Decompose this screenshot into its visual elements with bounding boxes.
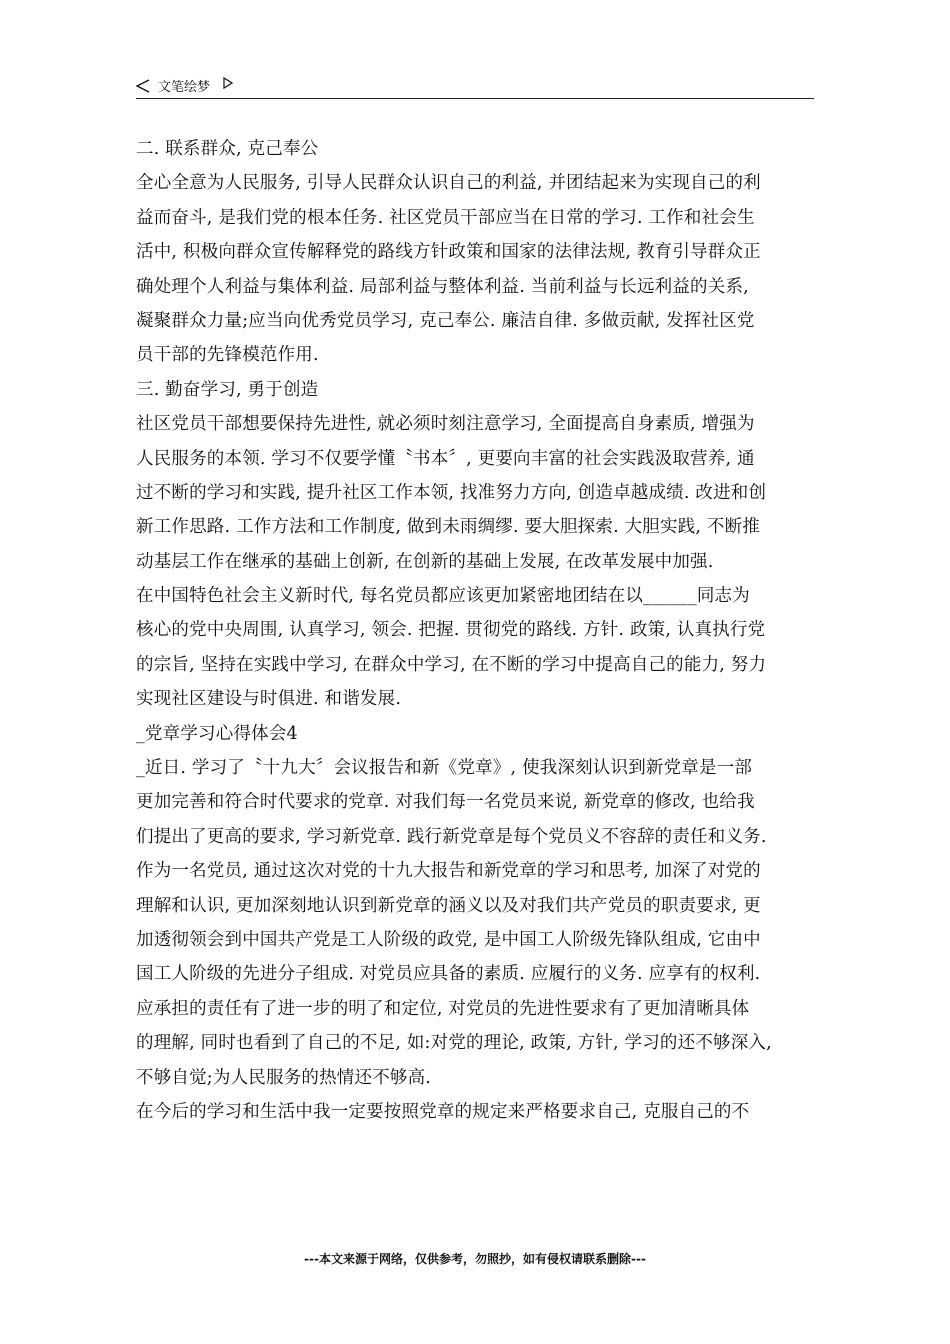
text-line: 理解和认识, 更加深刻地认识到新党章的涵义以及对我们共产党员的职责要求, 更 [136,895,761,916]
text-line: 新工作思路. 工作方法和工作制度, 做到未雨绸缪. 要大胆探索. 大胆实践, 不断推 [136,517,761,538]
text-line: 们提出了更高的要求, 学习新党章. 践行新党章是每个党员义不容辞的责任和义务. [136,826,767,847]
triangle-left-icon [136,79,150,93]
text-line: 在今后的学习和生活中我一定要按照党章的规定来严格要求自己, 克服自己的不 [136,1101,750,1122]
text-line: 过不断的学习和实践, 提升社区工作本领, 找准努力方向, 创造卓越成绩. 改进和创 [136,482,767,503]
text-line: _党章学习心得体会4 [136,723,298,744]
text-line: 确处理个人利益与集体利益. 局部利益与整体利益. 当前利益与长远利益的关系, [136,276,749,297]
text-line: 加透彻领会到中国共产党是工人阶级的政党, 是中国工人阶级先锋队组成, 它由中 [136,929,761,950]
text-line: 员干部的先锋模范作用. [136,345,319,366]
text-line: 凝聚群众力量;应当向优秀党员学习, 克己奉公. 廉洁自律. 多做贡献, 发挥社区党 [136,310,755,331]
text-line: 活中, 积极向群众宣传解释党的路线方针政策和国家的法律法规, 教育引导群众正 [136,242,761,263]
triangle-right-icon [223,77,233,89]
text-line: 人民服务的本领. 学习不仅要学懂〝书本〞, 更要向丰富的社会实践汲取营养, 通 [136,448,755,469]
text-line: 益而奋斗, 是我们党的根本任务. 社区党员干部应当在日常的学习. 工作和社会生 [136,207,755,228]
header-brand: 文笔绘梦 [158,80,211,95]
text-line: 的理解, 同时也看到了自己的不足, 如:对党的理论, 政策, 方针, 学习的还不够深入, [136,1033,772,1054]
text-line: 动基层工作在继承的基础上创新, 在创新的基础上发展, 在改革发展中加强. [136,551,714,572]
text-line: 应承担的责任有了进一步的明了和定位, 对党员的先进性要求有了更加清晰具体 [136,998,750,1019]
text-line: 核心的党中央周围, 认真学习, 领会. 把握. 贯彻党的路线. 方针. 政策, 认真执行党 [136,620,766,641]
text-line: 国工人阶级的先进分子组成. 对党员应具备的素质. 应履行的义务. 应享有的权利. [136,964,761,985]
text-line: _近日. 学习了〝十九大〞会议报告和新《党章》, 使我深刻认识到新党章是一部 [136,758,753,779]
text-line: 实现社区建设与时俱进. 和谐发展. [136,689,402,710]
text-line: 更加完善和符合时代要求的党章. 对我们每一名党员来说, 新党章的修改, 也给我 [136,792,755,813]
document-body [136,132,818,1129]
footer-disclaimer: ---本文来源于网络，仅供参考，勿照抄，如有侵权请联系删除--- [304,1252,646,1266]
text-line: 社区党员干部想要保持先进性, 就必须时刻注意学习, 全面提高自身素质, 增强为 [136,414,755,435]
page-header [136,74,814,99]
text-line: 二. 联系群众, 克己奉公 [136,139,319,159]
text-line: 的宗旨, 坚持在实践中学习, 在群众中学习, 在不断的学习中提高自己的能力, 努力 [136,654,767,675]
text-line: 全心全意为人民服务, 引导人民群众认识自己的利益, 并团结起来为实现自己的利 [136,173,761,194]
text-line: 不够自觉;为人民服务的热情还不够高. [136,1067,432,1088]
text-line: 在中国特色社会主义新时代, 每名党员都应该更加紧密地团结在以______同志为 [136,586,750,607]
text-line: 三. 勤奋学习, 勇于创造 [136,379,319,400]
text-line: 作为一名党员, 通过这次对党的十九大报告和新党章的学习和思考, 加深了对党的 [136,861,761,882]
